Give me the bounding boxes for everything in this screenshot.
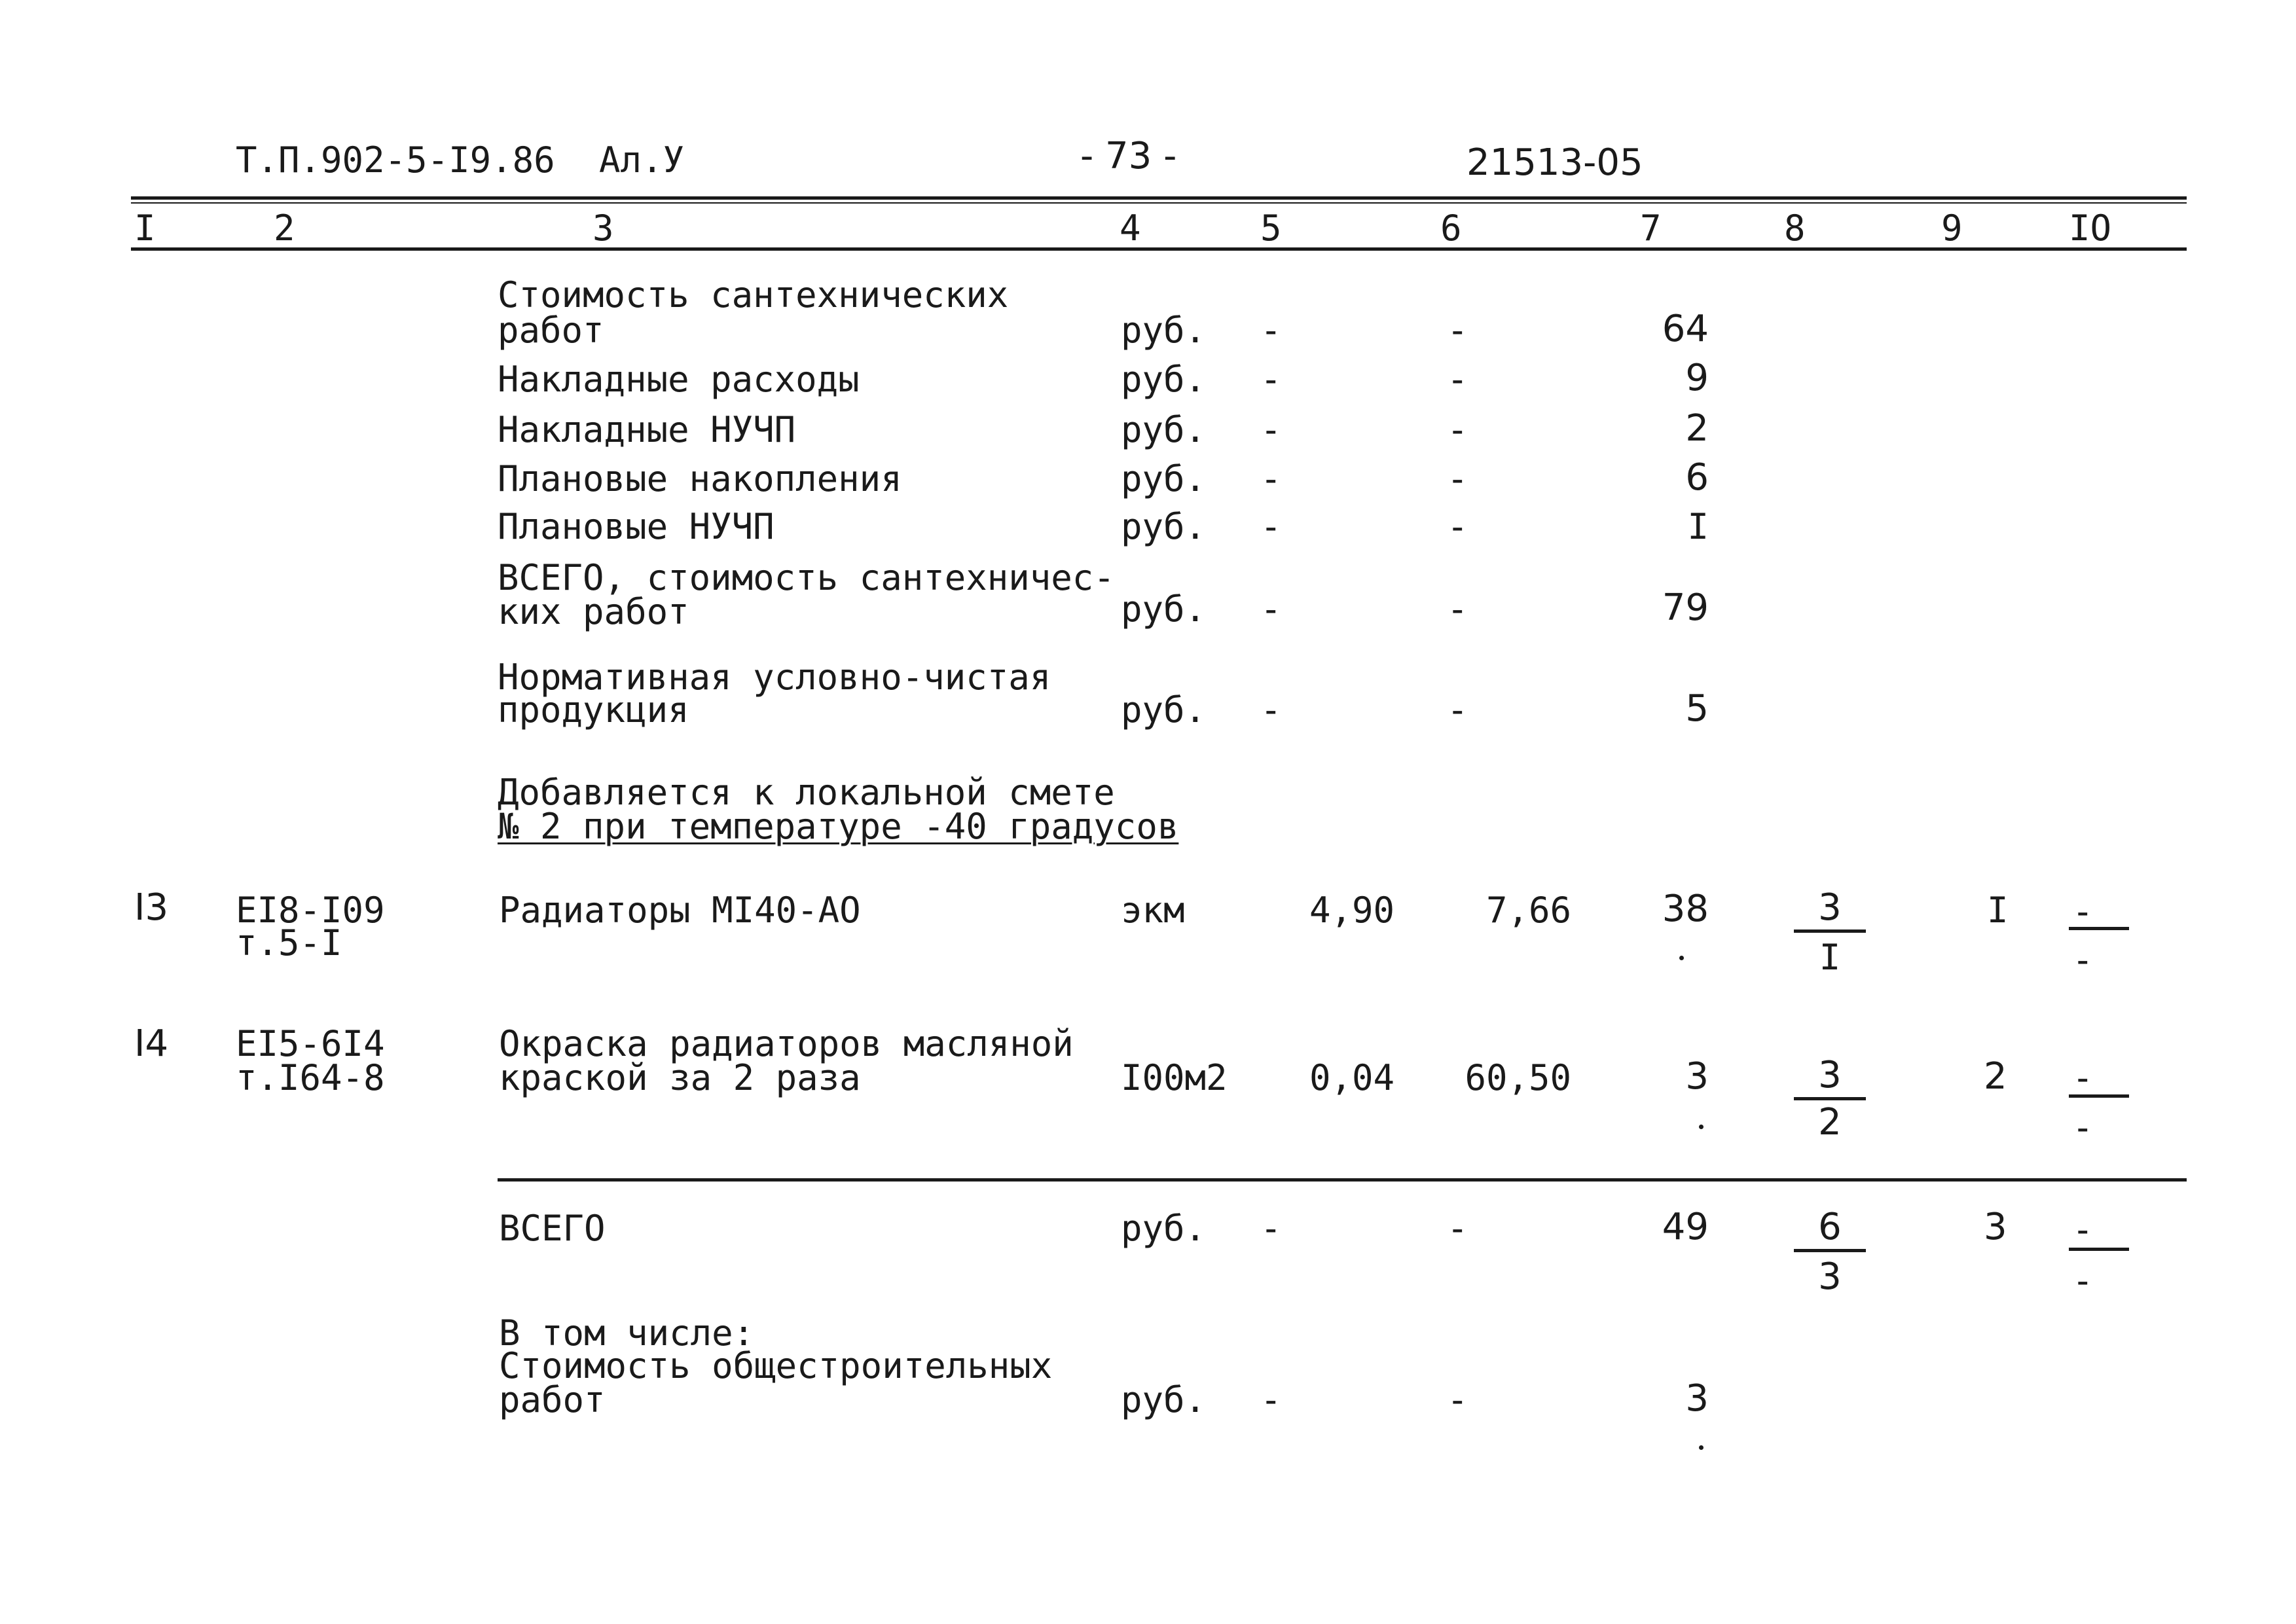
- total-col6: -: [1447, 1208, 1468, 1249]
- item-name-line1: Радиаторы MI40-AO: [499, 890, 861, 931]
- row-col5: -: [1260, 689, 1282, 731]
- column-number: 2: [274, 208, 295, 249]
- album-label: Ал.У: [599, 139, 685, 181]
- header-rule-top-thin: [131, 202, 2187, 204]
- row-unit: руб.: [1121, 409, 1207, 450]
- row-unit: руб.: [1121, 588, 1207, 630]
- row-name-line1: Стоимость сантехнических: [498, 274, 1009, 316]
- header-rule-bottom: [131, 247, 2187, 251]
- row-col5: -: [1260, 506, 1282, 547]
- item-name-line1: Окраска радиаторов масляной: [499, 1023, 1074, 1064]
- col10-top: -: [2072, 1209, 2094, 1250]
- row-col6: -: [1447, 506, 1468, 547]
- item-col9: I: [1987, 890, 2009, 931]
- col10-fraction-bar: [2069, 927, 2129, 930]
- col8-numerator: 3: [1818, 886, 1842, 929]
- total-separator: [498, 1178, 2187, 1182]
- item-unit: экм: [1121, 890, 1185, 931]
- ink-dot: [1679, 956, 1684, 960]
- row-col5: -: [1260, 409, 1282, 450]
- total-col5: -: [1260, 1208, 1282, 1249]
- column-number: 5: [1260, 208, 1282, 249]
- row-unit: руб.: [1121, 506, 1207, 547]
- row-name-line1: Плановые накопления: [498, 458, 902, 499]
- row-unit: руб.: [1121, 310, 1207, 351]
- row-col6: -: [1447, 359, 1468, 400]
- item-code-line2: т.5-I: [236, 922, 342, 964]
- item-unit: I00м2: [1121, 1057, 1228, 1098]
- including-name-line1: Стоимость общестроительных: [499, 1345, 1053, 1386]
- col8-denominator: 2: [1818, 1101, 1842, 1144]
- row-unit: руб.: [1121, 458, 1207, 499]
- row-col7: 64: [1662, 308, 1709, 350]
- row-name-line1: Нормативная условно-чистая: [498, 657, 1051, 698]
- ink-dot: [1699, 1445, 1704, 1450]
- row-name-line1: ВСЕГО, стоимость сантехничес-: [498, 557, 1115, 598]
- col8-fraction-bar: [1794, 929, 1866, 933]
- row-col7: 2: [1685, 407, 1709, 450]
- row-col7: 5: [1685, 687, 1709, 730]
- total-unit: руб.: [1121, 1208, 1207, 1249]
- item-price: 60,50: [1465, 1057, 1571, 1098]
- section-heading-line1: Добавляется к локальной смете: [498, 772, 1115, 813]
- col10-bottom: -: [2072, 1107, 2094, 1148]
- item-total: 38: [1662, 888, 1709, 930]
- row-col7: 9: [1685, 357, 1709, 399]
- column-number: I: [134, 208, 156, 249]
- ink-dot: [1699, 1125, 1704, 1129]
- item-number: I3: [134, 886, 169, 929]
- column-number: 7: [1640, 208, 1662, 249]
- col8-numerator: 6: [1818, 1206, 1842, 1248]
- column-number: 3: [592, 208, 614, 249]
- row-unit: руб.: [1121, 359, 1207, 400]
- row-col7: I: [1687, 506, 1709, 547]
- col10-top: -: [2072, 1057, 2094, 1098]
- item-code-line1: EI8-I09: [236, 890, 385, 931]
- including-col7: 3: [1685, 1377, 1709, 1420]
- item-col9: 2: [1984, 1055, 2007, 1098]
- row-name-line1: Плановые НУЧП: [498, 506, 774, 547]
- including-unit: руб.: [1121, 1379, 1207, 1420]
- col8-numerator: 3: [1818, 1054, 1842, 1096]
- column-number: 4: [1120, 208, 1141, 249]
- including-col5: -: [1260, 1379, 1282, 1420]
- item-number: I4: [134, 1022, 169, 1065]
- row-col5: -: [1260, 588, 1282, 630]
- row-name-line2: работ: [498, 310, 604, 351]
- total-col9: 3: [1984, 1206, 2007, 1248]
- row-col7: 79: [1662, 586, 1709, 629]
- item-total: 3: [1685, 1055, 1709, 1098]
- row-col6: -: [1447, 458, 1468, 499]
- row-col6: -: [1447, 588, 1468, 630]
- row-col7: 6: [1685, 456, 1709, 499]
- col8-denominator: I: [1819, 937, 1841, 978]
- item-quantity: 0,04: [1309, 1057, 1394, 1098]
- total-col7: 49: [1662, 1206, 1709, 1248]
- row-unit: руб.: [1121, 689, 1207, 731]
- page-number: - 73 -: [1080, 135, 1177, 177]
- section-heading-line2: № 2 при температуре -40 градусов: [498, 806, 1179, 847]
- item-code-line1: EI5-6I4: [236, 1023, 385, 1064]
- col10-bottom: -: [2072, 939, 2094, 981]
- row-name-line1: Накладные НУЧП: [498, 409, 796, 450]
- col10-fraction-bar: [2069, 1094, 2129, 1098]
- row-col5: -: [1260, 458, 1282, 499]
- row-name-line2: ких работ: [498, 591, 689, 632]
- col8-fraction-bar: [1794, 1097, 1866, 1100]
- column-number: 6: [1440, 208, 1462, 249]
- document-code: Т.П.902-5-I9.86: [236, 139, 555, 181]
- col10-fraction-bar: [2069, 1248, 2129, 1251]
- row-col6: -: [1447, 409, 1468, 450]
- row-col6: -: [1447, 310, 1468, 351]
- col8-denominator: 3: [1818, 1255, 1842, 1298]
- col10-top: -: [2072, 891, 2094, 932]
- col8-fraction-bar: [1794, 1249, 1866, 1252]
- item-price: 7,66: [1485, 890, 1571, 931]
- header-rule-top: [131, 196, 2187, 200]
- including-col6: -: [1447, 1379, 1468, 1420]
- total-label: ВСЕГО: [499, 1208, 606, 1249]
- item-code-line2: т.I64-8: [236, 1057, 385, 1098]
- col10-bottom: -: [2072, 1260, 2094, 1301]
- row-col5: -: [1260, 359, 1282, 400]
- column-number: 9: [1941, 208, 1963, 249]
- column-number: 8: [1784, 208, 1806, 249]
- archive-number: 21513-05: [1467, 141, 1643, 184]
- row-name-line2: продукция: [498, 689, 689, 731]
- row-name-line1: Накладные расходы: [498, 359, 860, 400]
- row-col6: -: [1447, 689, 1468, 731]
- item-name-line2: краской за 2 раза: [499, 1057, 861, 1098]
- column-number: IO: [2069, 208, 2112, 249]
- row-col5: -: [1260, 310, 1282, 351]
- including-label: В том числе:: [499, 1312, 755, 1354]
- item-quantity: 4,90: [1309, 890, 1394, 931]
- including-name-line2: работ: [499, 1379, 606, 1420]
